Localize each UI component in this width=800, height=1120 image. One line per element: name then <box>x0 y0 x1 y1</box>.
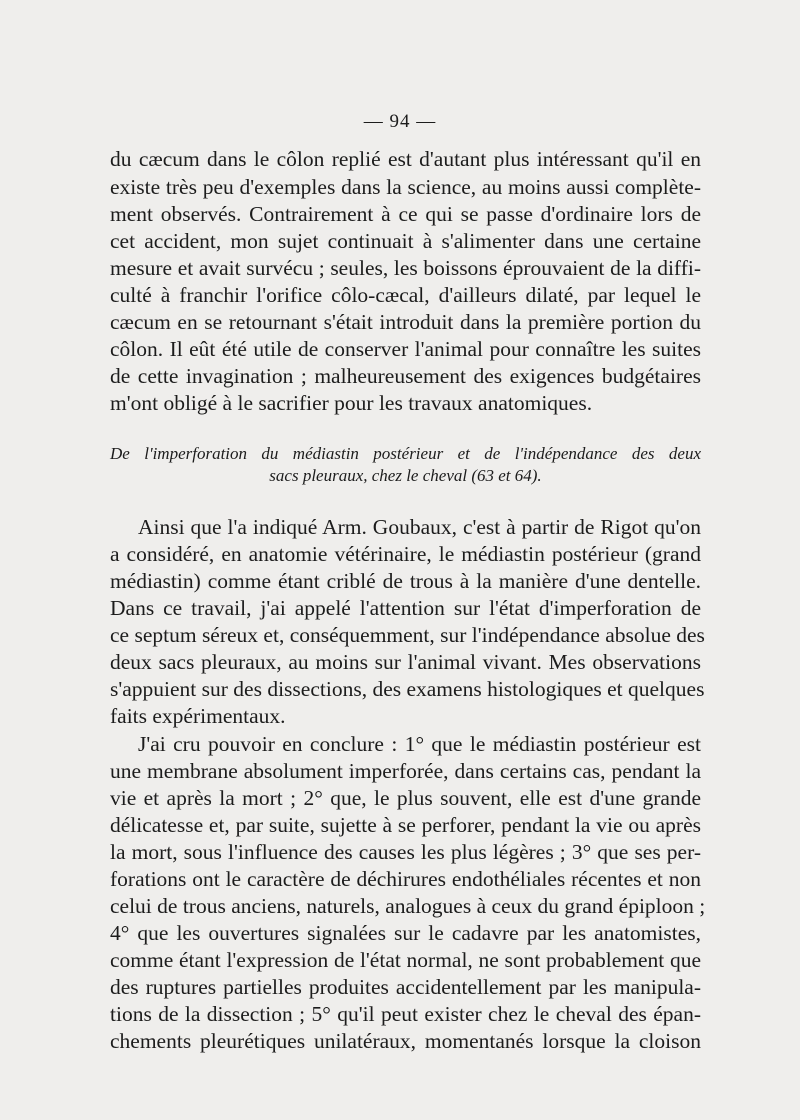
text-line: la mort, sous l'influence des causes les plus légères ; 3° que ses per- <box>110 840 701 864</box>
text-line: mesure et avait survécu ; seules, les boissons éprouvaient de la diffi- <box>110 256 701 280</box>
text-line: ment observés. Contrairement à ce qui se passe d'ordinaire lors de <box>110 202 701 226</box>
text-line: m'ont obligé à le sacrifier pour les travaux anatomiques. <box>110 391 593 415</box>
text-line: a considéré, en anatomie vétérinaire, le médiastin postérieur (grand <box>110 542 701 566</box>
text-line: de cette invagination ; malheureusement des exigences budgétaires <box>110 364 701 388</box>
text-line: faits expérimentaux. <box>110 704 286 728</box>
text-line: celui de trous anciens, naturels, analogues à ceux du grand épiploon ; <box>110 894 706 918</box>
page-number: — 94 — <box>363 111 437 132</box>
text-line: cæcum en se retournant s'était introduit dans la première portion du <box>110 310 701 334</box>
text-line: forations ont le caractère de déchirures endothéliales récentes et non <box>110 867 701 891</box>
text-line: s'appuient sur des dissections, des examens histologiques et quelques <box>110 677 705 701</box>
text-line: 4° que les ouvertures signalées sur le cadavre par les anatomistes, <box>110 921 701 945</box>
section-title-line: De l'imperforation du médiastin postérieur et de l'indépendance des deux <box>110 444 701 463</box>
text-line: du cæcum dans le côlon replié est d'autant plus intéressant qu'il en <box>110 147 701 171</box>
text-line: délicatesse et, par suite, sujette à se perforer, pendant la vie ou après <box>110 813 701 837</box>
text-line: existe très peu d'exemples dans la science, au moins aussi complète- <box>110 175 701 199</box>
text-line: vie et après la mort ; 2° que, le plus souvent, elle est d'une grande <box>110 786 701 810</box>
text-line: cet accident, mon sujet continuait à s'alimenter dans une certaine <box>110 229 701 253</box>
text-line: une membrane absolument imperforée, dans certains cas, pendant la <box>110 759 701 783</box>
text-line: des ruptures partielles produites accidentellement par les manipula- <box>110 975 701 999</box>
text-line: médiastin) comme étant criblé de trous à la manière d'une dentelle. <box>110 569 701 593</box>
text-line: chements pleurétiques unilatéraux, momentanés lorsque la cloison <box>110 1029 701 1053</box>
text-line: Ainsi que l'a indiqué Arm. Goubaux, c'est à partir de Rigot qu'on <box>138 515 701 539</box>
text-line: tions de la dissection ; 5° qu'il peut exister chez le cheval des épan- <box>110 1002 701 1026</box>
section-title-line: sacs pleuraux, chez le cheval (63 et 64). <box>269 466 542 485</box>
text-line: Dans ce travail, j'ai appelé l'attention sur l'état d'imperforation de <box>110 596 701 620</box>
text-line: J'ai cru pouvoir en conclure : 1° que le médiastin postérieur est <box>138 732 701 756</box>
text-line: côlon. Il eût été utile de conserver l'animal pour connaître les suites <box>110 337 701 361</box>
text-line: deux sacs pleuraux, au moins sur l'animal vivant. Mes observations <box>110 650 701 674</box>
text-line: ce septum séreux et, conséquemment, sur l'indépendance absolue des <box>110 623 705 647</box>
text-line: culté à franchir l'orifice côlo-cæcal, d'ailleurs dilaté, par lequel le <box>110 283 701 307</box>
text-line: comme étant l'expression de l'état normal, ne sont probablement que <box>110 948 701 972</box>
